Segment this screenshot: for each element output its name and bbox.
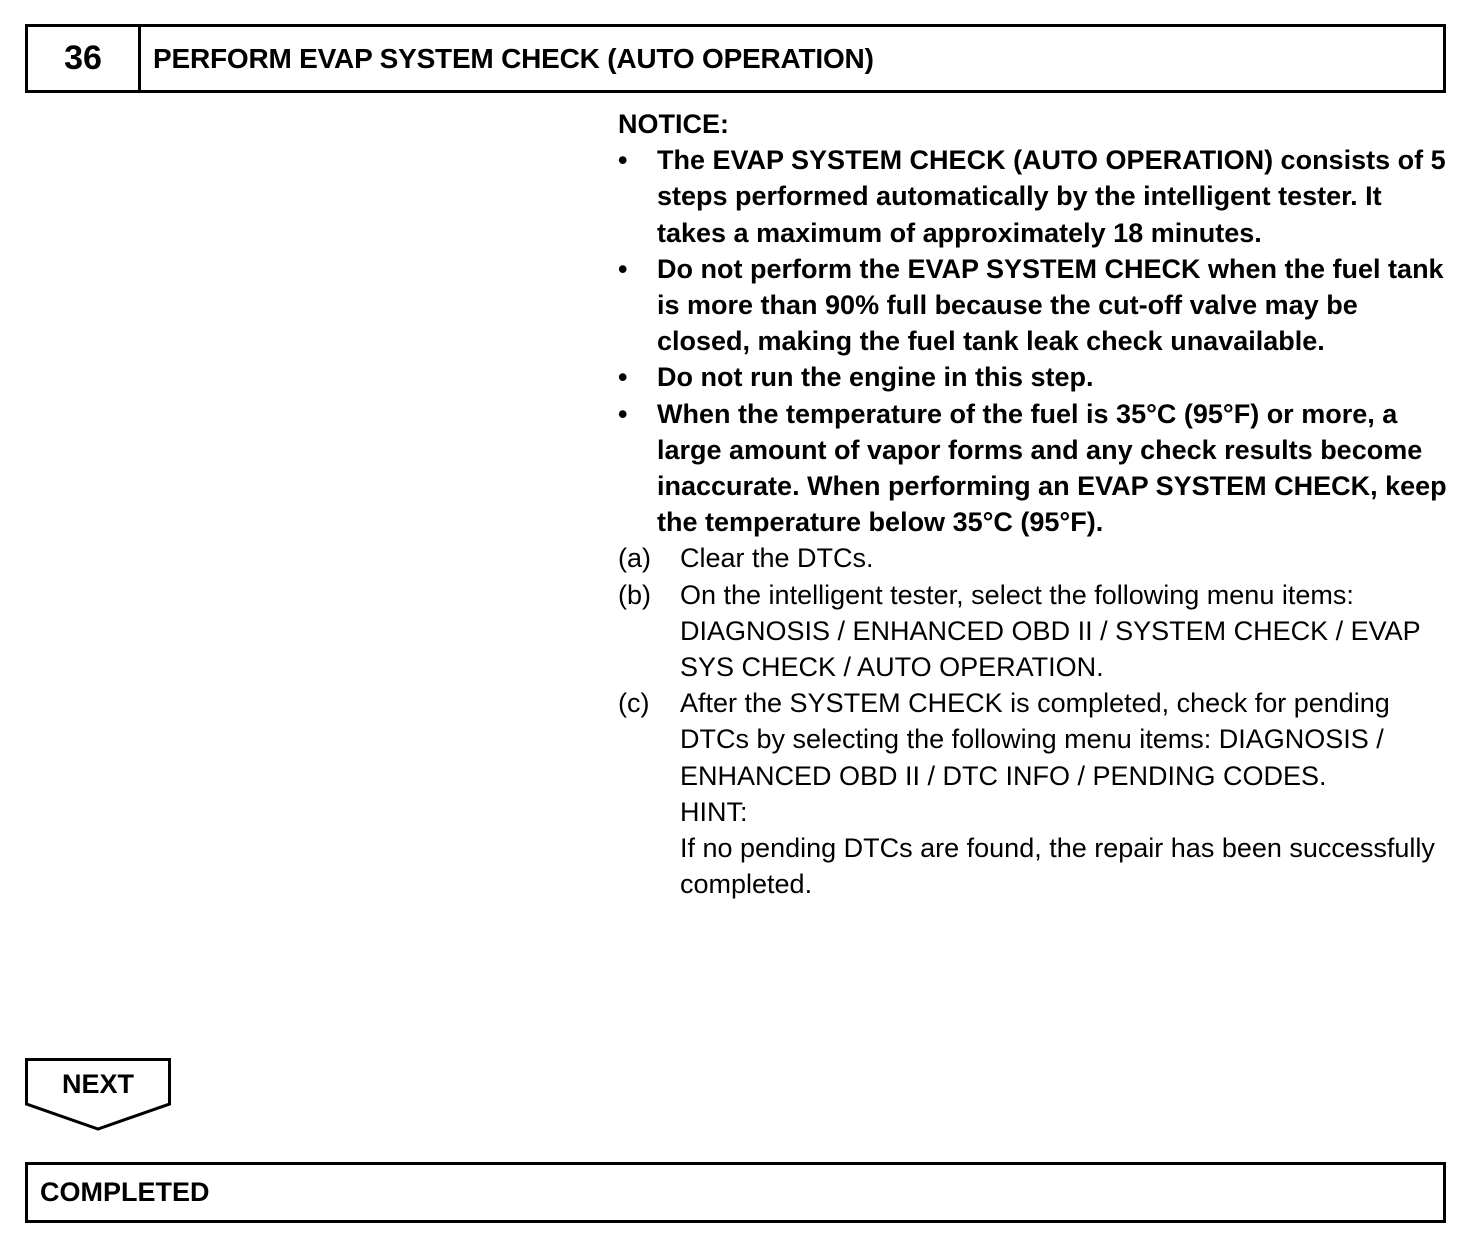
step-header	[25, 24, 1446, 93]
bullet-icon: •	[618, 362, 628, 393]
result-label: COMPLETED	[40, 1177, 210, 1207]
notice-item	[618, 396, 1448, 541]
result-box	[25, 1162, 1446, 1223]
next-label: NEXT	[61, 1069, 134, 1099]
notice-item	[618, 359, 1448, 395]
notice-item-text: The EVAP SYSTEM CHECK (AUTO OPERATION) consists of 5 steps performed automatically by the intelligent tester. It takes a maximum of approximately 18 minutes.	[657, 145, 1446, 248]
step-text: Clear the DTCs.	[680, 543, 874, 574]
step-content	[618, 106, 1448, 902]
bullet-icon: •	[618, 145, 628, 176]
step-label: (b)	[618, 579, 651, 610]
procedure-step-c	[618, 685, 1448, 902]
step-body	[680, 685, 1448, 902]
step-label: (c)	[618, 688, 650, 719]
step-text: On the intelligent tester, select the following menu items: DIAGNOSIS / ENHANCED OBD II / SYSTEM CHECK / EVAP SYS CHECK / AUTO OPERATION.	[680, 579, 1421, 683]
bullet-icon: •	[618, 253, 628, 284]
procedure-step-a	[618, 540, 1448, 576]
notice-item-text: When the temperature of the fuel is 35°C (95°F) or more, a large amount of vapor forms and any check results become inaccurate. When performing an EVAP SYSTEM CHECK, keep the temperature below 35°C (95°F).	[657, 398, 1447, 538]
procedure-step-b	[618, 577, 1448, 686]
hint-title: HINT:	[680, 796, 748, 827]
bullet-icon: •	[618, 398, 628, 429]
step-label: (a)	[618, 543, 651, 574]
step-title: PERFORM EVAP SYSTEM CHECK (AUTO OPERATION)	[153, 42, 874, 74]
step-text: After the SYSTEM CHECK is completed, check for pending DTCs by selecting the following menu items: DIAGNOSIS / ENHANCED OBD II / DTC INFO / PENDING CODES.	[680, 688, 1390, 791]
step-number: 36	[28, 27, 141, 90]
hint-text: If no pending DTCs are found, the repair has been successfully completed.	[680, 833, 1435, 900]
notice-title: NOTICE:	[618, 109, 729, 139]
notice-item-text: Do not run the engine in this step.	[657, 362, 1094, 393]
next-indicator	[25, 1058, 171, 1131]
notice-item-text: Do not perform the EVAP SYSTEM CHECK when the fuel tank is more than 90% full because the cut-off valve may be closed, making the fuel tank leak check unavailable.	[657, 253, 1444, 357]
notice-item	[618, 251, 1448, 360]
notice-item	[618, 142, 1448, 251]
